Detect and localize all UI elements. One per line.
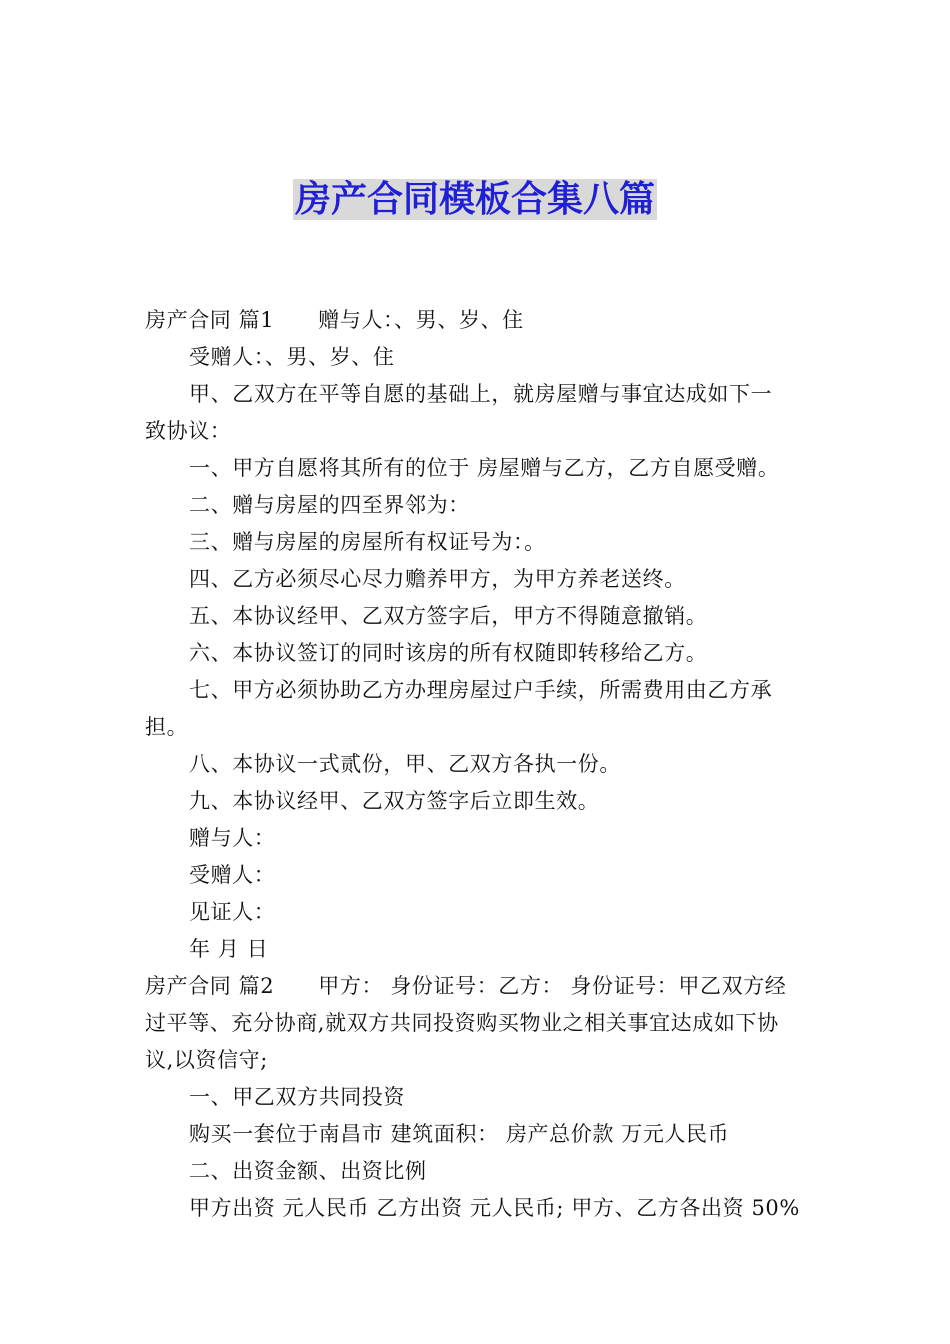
recipient-info: 受赠人：、男、岁、住 [189, 345, 395, 369]
contract-1-heading: 房产合同 篇1 [145, 308, 275, 332]
signature-recipient: 受赠人： [189, 863, 276, 887]
contract-2-section-1: 一、甲乙双方共同投资 [189, 1085, 405, 1109]
document-title: 房产合同模板合集八篇 [294, 179, 655, 220]
contract-1-heading-line [145, 302, 810, 339]
contract-2-section-2-detail: 甲方出资 元人民币 乙方出资 元人民币; 甲方、乙方各出资 50% [189, 1196, 800, 1220]
intro-line-2: 致协议： [145, 419, 232, 443]
signature-date: 年 月 日 [189, 937, 269, 961]
clause-7-line-1: 七、甲方必须协助乙方办理房屋过户手续，所需费用由乙方承 [189, 678, 773, 702]
intro-line-1: 甲、乙双方在平等自愿的基础上，就房屋赠与事宜达成如下一 [189, 382, 773, 406]
contract-2-section-1-detail: 购买一套位于南昌市 建筑面积： 房产总价款 万元人民币 [189, 1122, 730, 1146]
clause-6: 六、本协议签订的同时该房的所有权随即转移给乙方。 [189, 641, 708, 665]
clause-5: 五、本协议经甲、乙双方签字后，甲方不得随意撤销。 [189, 604, 708, 628]
parties-info: 甲方： 身份证号：乙方： 身份证号：甲乙双方经 [318, 974, 787, 998]
donor-info: 赠与人：、男、岁、住 [318, 308, 524, 332]
clause-8: 八、本协议一式贰份，甲、乙双方各执一份。 [189, 752, 621, 776]
clause-2: 二、赠与房屋的四至界邻为： [189, 493, 470, 517]
clause-3: 三、赠与房屋的房屋所有权证号为：。 [189, 530, 546, 554]
contract-2-intro-line-3: 议,以资信守; [145, 1048, 268, 1072]
signature-witness: 见证人： [189, 900, 276, 924]
contract-2-heading-line [145, 968, 810, 1005]
document-body [145, 302, 810, 1227]
clause-9: 九、本协议经甲、乙双方签字后立即生效。 [189, 789, 600, 813]
clause-4: 四、乙方必须尽心尽力赡养甲方，为甲方养老送终。 [189, 567, 686, 591]
contract-2-section-2: 二、出资金额、出资比例 [189, 1159, 427, 1183]
clause-1: 一、甲方自愿将其所有的位于 房屋赠与乙方，乙方自愿受赠。 [189, 456, 780, 480]
contract-2-intro-line-2: 过平等、充分协商,就双方共同投资购买物业之相关事宜达成如下协 [145, 1011, 779, 1035]
contract-2-heading: 房产合同 篇2 [145, 974, 275, 998]
clause-7-line-2: 担。 [145, 715, 189, 739]
signature-donor: 赠与人： [189, 826, 276, 850]
